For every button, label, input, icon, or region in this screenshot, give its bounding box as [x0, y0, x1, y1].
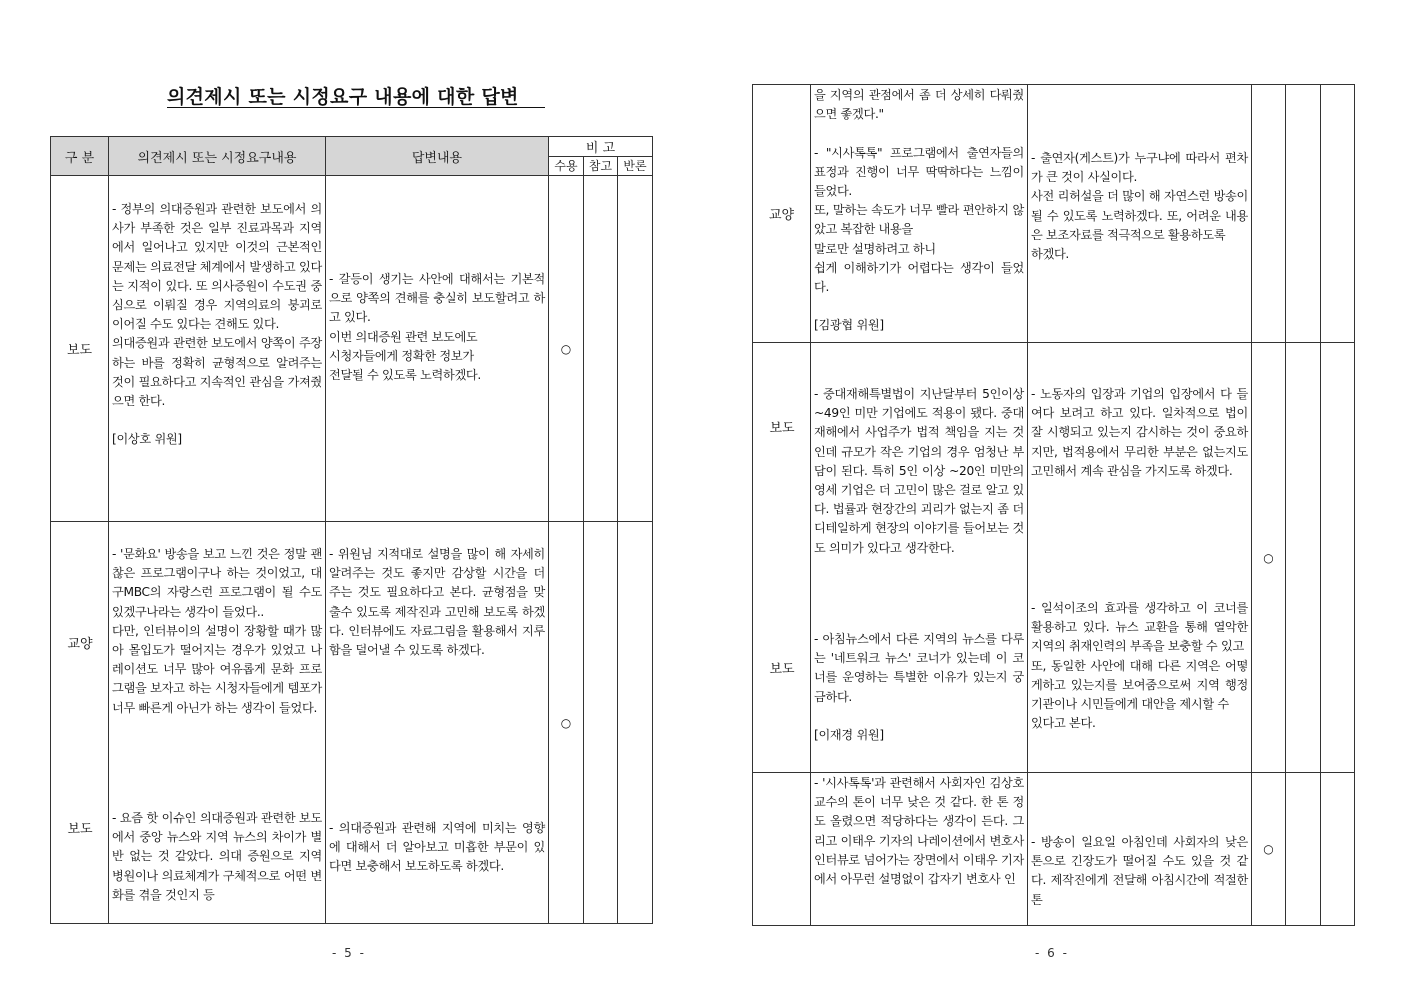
request-cell	[811, 773, 1028, 926]
page-6	[700, 0, 1403, 992]
reject-cell	[1321, 85, 1355, 343]
request-cell	[811, 85, 1028, 343]
table-row	[753, 343, 1355, 773]
answer-cell	[1028, 773, 1252, 926]
reject-cell	[618, 176, 653, 522]
accept-cell	[1252, 85, 1286, 343]
category-cell: 보도	[51, 176, 109, 522]
category-cell	[51, 522, 109, 924]
answer-text: - 노동자의 입장과 기업의 입장에서 다 들여다 보려고 하고 있다. 일차적으로 법이 잘 시행되고 있는지 감시하는 것이 중요하지만, 법적용에서 무리한 부분은 없는지도 고민해서 계속 관심을 가지도록 하겠다.	[1031, 387, 1248, 478]
request-cell	[109, 522, 326, 924]
accept-mark: ○	[549, 176, 584, 522]
request-text: 을 지역의 관점에서 좀 더 상세히 다뤄줬으면 좋겠다." - "시사톡톡" 프로그램에서 출연자들의 표정과 진행이 너무 딱딱하다는 느낌이 들었다. 또, 말하는 속도가 너무 빨라 편안하지 않았고 복잡한 내용을 말로만 설명하려고 하니 쉽게 이해하기가 어렵다는 생각이 들었다. [김광협 위원]	[814, 88, 1024, 333]
request-cell	[109, 176, 326, 522]
reference-cell	[1286, 773, 1321, 926]
page-number: - 6 -	[1035, 946, 1069, 960]
answer-cell	[1028, 343, 1252, 773]
reference-cell	[1286, 85, 1321, 343]
table-row	[753, 85, 1355, 343]
accept-mark: ○	[549, 522, 584, 924]
request-text: - '문화요' 방송을 보고 느낀 것은 정말 괜찮은 프로그램이구나 하는 것이었고, 대구MBC의 자랑스런 프로그램이 될 수도 있겠구나라는 생각이 들었다.. 다만, 인터뷰이의 설명이 장황할 때가 많아 몰입도가 떨어지는 경우가 있었고 나레이션도 너무 많아 여유롭게 문화 프로그램을 보자고 하는 시청자들에게 템포가 너무 빠른게 아닌가 하는 생각이 들었다.	[112, 547, 322, 715]
accept-mark: ○	[1252, 343, 1286, 773]
category-label: 보도	[67, 822, 93, 837]
reject-cell	[1321, 773, 1355, 926]
table-row	[753, 773, 1355, 926]
answer-cell	[326, 176, 549, 522]
category-label: 보도	[769, 421, 795, 436]
category-cell	[753, 343, 811, 773]
page-number: - 5 -	[332, 946, 366, 960]
table-row	[51, 176, 653, 522]
request-text: - 아침뉴스에서 다른 지역의 뉴스를 다루는 '네트워크 뉴스' 코너가 있는데 이 코너를 운영하는 특별한 이유가 있는지 궁금하다. [이재경 위원]	[814, 632, 1024, 743]
answer-cell	[1028, 85, 1252, 343]
reject-cell	[618, 522, 653, 924]
answer-text: - 의대증원과 관련해 지역에 미치는 영향에 대해서 더 알아보고 미흡한 부문이 있다면 보충해서 보도하도록 하겠다.	[329, 821, 545, 874]
answer-text: - 위원님 지적대로 설명을 많이 해 자세히 알려주는 것도 좋지만 감상할 시간을 더 주는 것도 필요하다고 본다. 균형점을 맞출수 있도록 제작진과 고민해 보도록 하겠다. 인터뷰에도 자료그림을 활용해서 지루함을 덜어낼 수 있도록 하겠다.	[329, 547, 545, 658]
category-label: 보도	[769, 662, 795, 677]
category-cell	[753, 773, 811, 926]
answer-text: - 출연자(게스트)가 누구냐에 따라서 편차가 큰 것이 사실이다. 사전 리허설을 더 많이 해 자연스런 방송이 될 수 있도록 노력하겠다. 또, 어려운 내용은 보조자료를 적극적으로 활용하도록 하겠다.	[1031, 151, 1248, 262]
request-text: - '시사톡톡'과 관련해서 사회자인 김상호 교수의 톤이 너무 낮은 것 같다. 한 톤 정도 올렸으면 적당하다는 생각이 든다. 그리고 이태우 기자의 나레이션에서 변호사 인터뷰로 넘어가는 장면에서 이태우 기자에서 아무런 설명없이 갑자기 변호사 인	[814, 776, 1024, 887]
header-request: 의견제시 또는 시정요구내용	[109, 137, 326, 176]
response-table-page5	[50, 136, 653, 924]
accept-mark: ○	[1252, 773, 1286, 926]
title-underline	[167, 107, 545, 108]
page-5	[0, 0, 700, 992]
table-row	[51, 522, 653, 924]
answer-text: - 일석이조의 효과를 생각하고 이 코너를 활용하고 있다. 뉴스 교환을 통해 열악한 지역의 취재인력의 부족을 보충할 수 있고 또, 동일한 사안에 대해 다른 지역은 어떻게하고 있는지를 보여줌으로써 지역 행정기관이나 시민들에게 대안을 제시할 수 있다고 본다.	[1031, 601, 1248, 731]
reference-cell	[1286, 343, 1321, 773]
header-reference: 참고	[584, 157, 618, 176]
reference-cell	[584, 522, 618, 924]
header-answer: 답변내용	[326, 137, 549, 176]
request-text: - 중대재해특별법이 지난달부터 5인이상 ~49인 미만 기업에도 적용이 됐다. 중대 재해에서 사업주가 법적 책임을 지는 것인데 규모가 작은 기업의 경우 엄청난 부담이 된다. 특히 5인 이상 ~20인 미만의 영세 기업은 더 고민이 많은 걸로 알고 있다. 법률과 현장간의 괴리가 없는지 좀 더 디테일하게 현장의 이야기를 들어보는 것도 의미가 있다고 생각한다.	[814, 387, 1024, 555]
answer-cell	[326, 522, 549, 924]
header-reject: 반론	[618, 157, 653, 176]
request-text: - 요즘 핫 이슈인 의대증원과 관련한 보도에서 중앙 뉴스와 지역 뉴스의 차이가 별반 없는 것 같았다. 의대 증원으로 지역 병원이나 의료체계가 구체적으로 어떤 변화를 겪을 것인지 등	[112, 811, 322, 902]
answer-text: - 방송이 일요일 아침인데 사회자의 낮은 톤으로 긴장도가 떨어질 수도 있을 것 같다. 제작진에게 전달해 아침시간에 적절한 톤	[1031, 835, 1248, 907]
answer-text: - 갈등이 생기는 사안에 대해서는 기본적으로 양쪽의 견해를 충실히 보도할려고 하고 있다. 이번 의대증원 관련 보도에도 시청자들에게 정확한 정보가 전달될 수 있도록 노력하겠다.	[329, 272, 545, 383]
header-remarks: 비 고	[549, 137, 653, 157]
category-cell: 교양	[753, 85, 811, 343]
header-category: 구 분	[51, 137, 109, 176]
reference-cell	[584, 176, 618, 522]
header-accept: 수용	[549, 157, 584, 176]
category-label: 교양	[67, 637, 93, 652]
request-cell	[811, 343, 1028, 773]
request-text: - 정부의 의대증원과 관련한 보도에서 의사가 부족한 것은 일부 진료과목과 지역에서 일어나고 있지만 이것의 근본적인 문제는 의료전달 체계에서 발생하고 있다는 지적이 있다. 또 의사증원이 수도권 중심으로 이뤄질 경우 지역의료의 붕괴로 이어질 수도 있다는 견해도 있다. 의대증원과 관련한 보도에서 양쪽이 주장하는 바를 정확히 균형적으로 알려주는 것이 필요하다고 지속적인 관심을 가져줬으면 한다. [이상호 위원]	[112, 202, 322, 447]
page-title: 의견제시 또는 시정요구 내용에 대한 답변	[167, 86, 519, 108]
reject-cell	[1321, 343, 1355, 773]
response-table-page6	[752, 84, 1355, 926]
